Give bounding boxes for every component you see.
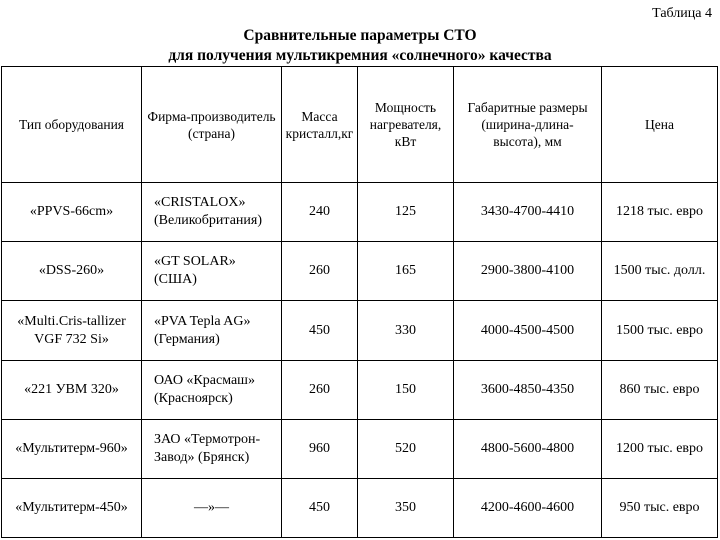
cell-type: «Multi.Cris-tallizer VGF 732 Si» [2,301,142,360]
table-row [2,478,718,537]
header-crystal-mass: Масса кристалл,кг [282,67,358,183]
cell-firm: «PVA Tepla AG» (Германия) [142,301,282,360]
cell-power: 330 [358,301,454,360]
cell-firm: ЗАО «Термотрон-Завод» (Брянск) [142,419,282,478]
table-header-row [2,67,718,183]
header-price: Цена [602,67,718,183]
cell-firm: «GT SOLAR» (США) [142,242,282,301]
cell-power: 125 [358,183,454,242]
cell-mass: 450 [282,478,358,537]
cell-mass: 450 [282,301,358,360]
cell-mass: 240 [282,183,358,242]
cell-price: 1500 тыс. евро [602,301,718,360]
header-manufacturer: Фирма-производитель (страна) [142,67,282,183]
title-line-1: Сравнительные параметры СТО [243,27,477,44]
table-number-label: Таблица 4 [652,6,712,21]
cell-dimensions: 2900-3800-4100 [454,242,602,301]
cell-firm: —»— [142,478,282,537]
table-row [2,183,718,242]
cell-firm: «CRISTALOX» (Великобритания) [142,183,282,242]
table-title [0,26,720,66]
table-row [2,360,718,419]
cell-dimensions: 3430-4700-4410 [454,183,602,242]
title-line-2: для получения мультикремния «солнечного» качества [168,47,552,64]
cell-power: 350 [358,478,454,537]
cell-price: 950 тыс. евро [602,478,718,537]
cell-type: «PPVS-66cm» [2,183,142,242]
cell-mass: 960 [282,419,358,478]
cell-type: «Мультитерм-450» [2,478,142,537]
cell-price: 1200 тыс. евро [602,419,718,478]
cell-dimensions: 4000-4500-4500 [454,301,602,360]
cell-power: 165 [358,242,454,301]
cell-type: «DSS-260» [2,242,142,301]
cell-dimensions: 3600-4850-4350 [454,360,602,419]
table-row [2,301,718,360]
cell-price: 860 тыс. евро [602,360,718,419]
table-row [2,242,718,301]
header-dimensions: Габаритные размеры (ширина-длина- высота), мм [454,67,602,183]
equipment-comparison-table [1,66,718,538]
cell-mass: 260 [282,242,358,301]
table-row [2,419,718,478]
cell-price: 1500 тыс. долл. [602,242,718,301]
header-heater-power: Мощность нагревателя, кВт [358,67,454,183]
cell-dimensions: 4200-4600-4600 [454,478,602,537]
cell-power: 520 [358,419,454,478]
cell-firm: ОАО «Красмаш» (Красноярск) [142,360,282,419]
cell-mass: 260 [282,360,358,419]
cell-type: «Мультитерм-960» [2,419,142,478]
cell-price: 1218 тыс. евро [602,183,718,242]
header-equipment-type: Тип оборудования [2,67,142,183]
cell-type: «221 УВМ 320» [2,360,142,419]
cell-dimensions: 4800-5600-4800 [454,419,602,478]
cell-power: 150 [358,360,454,419]
